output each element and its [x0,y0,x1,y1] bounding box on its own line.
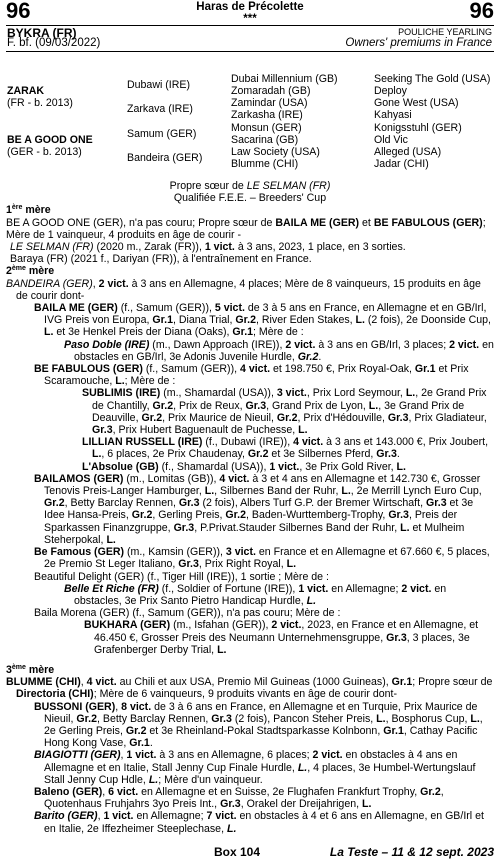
second-dam-produce-baila-morena: Baila Morena (GER) (f., Samum (GER)), n'a pas couru; Mère de : [34,607,341,620]
third-dam-produce-biagiotti: BIAGIOTTI (GER), 1 vict. à 3 ans en Allemagne, 6 places; 2 vict. en obstacles à 4 ans en Allemagne et en Italie, Stall Jenny Cup Finale Hurdle, L., 4 places, 3e Humbel-Wertungslauf Stall Jenny Cup Hdle, L.; Mère d'un vainqueur. [34,749,476,786]
lot-number-left: 96 [6,0,31,23]
second-dam-produce-baila-me: BAILA ME (GER) (f., Samum (GER)), 5 vict. de 3 à 5 ans en France, en Allemagne et en GB/Irl, IVG Preis von Europa, Gr.1, Diana Trial, Gr.2, River Eden Stakes, L. (2 fois), 2e Doonside Cup, L. et 3e Henkel Preis der Diana (Oaks), Gr.1; Mère de : [34,302,491,339]
ped-g3-7: Law Society (USA) [231,146,320,158]
second-dam-text: BANDEIRA (GER), 2 vict. à 3 ans en Allemagne, 4 places; Mère de 8 vainqueurs, 15 produits en âge de courir dont- [6,277,481,302]
dam-info: (GER - b. 2013) [7,146,82,158]
ped-g2-3: Samum (GER) [127,128,197,140]
catalogue-body [6,180,494,835]
ped-g3-3: Zamindar (USA) [231,97,308,109]
ped-g3-4: Zarkasha (IRE) [231,109,303,121]
header-rule [6,25,494,26]
ped-g4-2: Deploy [374,85,407,97]
intro-line-2: Qualifiée F.E.E. – Breeders' Cup [173,192,327,205]
produce-bukhara: BUKHARA (GER) (m., Isfahan (GER)), 2 vict., 2023, en France et en Allemagne, et 46.450 €, Grosser Preis des Neumann Unternehmensgruppe, Gr.3, 3 places, 3e Grafenberger Derby Trial, L. [84,619,479,656]
footer-box: Box 104 [214,845,261,859]
second-dam-produce-beautiful-delight: Beautiful Delight (GER) (f., Tiger Hill (IRE)), 1 sortie ; Mère de : [34,570,329,583]
section-second-dam: 2ème mère [6,265,55,278]
ped-g4-7: Alleged (USA) [374,146,442,158]
ped-g4-1: Seeking The Gold (USA) [374,73,491,85]
footer-sale: La Teste – 11 & 12 sept. 2023 [329,845,494,859]
sire-info: (FR - b. 2013) [7,97,73,109]
lot-number-right: 96 [469,0,494,23]
ped-g2-1: Dubawi (IRE) [127,79,190,91]
produce-belle-et-riche: Belle Et Riche (FR) (f., Soldier of Fortune (IRE)), 1 vict. en Allemagne; 2 vict. en obstacles, 3e Prix Santo Pietro Handicap Hurdle, L. [64,582,447,607]
ped-g4-5: Konigsstuhl (GER) [374,122,462,134]
pedigree-rule [6,51,494,52]
owners-premium-note: Owners' premiums in France [345,37,492,49]
ped-g2-2: Zarkava (IRE) [127,103,193,115]
horse-sex-dob: F. bf. (09/03/2022) [7,37,101,49]
second-dam-produce-be-famous: Be Famous (GER) (m., Kamsin (GER)), 3 vict. en France et en Allemagne et 67.660 €, 5 places, 2e Premio St Leger Italiano, Gr.3, Prix Right Royal, L. [34,546,490,571]
second-dam-produce-bailamos: BAILAMOS (GER) (m., Lomitas (GB)), 4 vict. à 3 et 4 ans en Allemagne et 142.730 €, Grosser Tenovis Preis-Langer Hamburger, L., Silbernes Band der Ruhr, L., 2e Merrill Lynch Euro Cup, Gr.2, Betty Barclay Rennen, Gr.3 (2 fois), Albers Turf G.P. der Bremer Wirtschaft, Gr.3 et 3e Idee Hansa-Preis, Gr.2, Gerling Preis, Gr.2, Baden-Wurttemberg-Trophy, Gr.3, Preis der Sparkassen Finanzgruppe, Gr.3, P.Privat.Stauder Silbernes Band der Ruhr, L. et Mulheim Steherpokal, L. [34,472,482,546]
section-first-dam: 1ère mère [6,204,51,217]
second-dam-produce-be-fabulous: BE FABULOUS (GER) (f., Samum (GER)), 4 vict. et 198.750 €, Prix Royal-Oak, Gr.1 et Prix Scaramouche, L.; Mère de : [34,363,469,388]
ped-g4-3: Gone West (USA) [374,97,459,109]
produce-labsolue: L'Absolue (GB) (f., Shamardal (USA)), 1 vict., 3e Prix Gold River, L. [82,460,406,473]
ped-g4-8: Jadar (CHI) [374,158,429,170]
first-dam-text: BE A GOOD ONE (GER), n'a pas couru; Propre sœur de BAILA ME (GER) et BE FABULOUS (GER); Mère de 1 vainqueur, 4 produits en âge de courir - [6,216,486,241]
section-third-dam: 3ème mère [6,663,55,676]
horse-category: POULICHE YEARLING [398,27,492,37]
first-dam-produce-1: LE SELMAN (FR) (2020 m., Zarak (FR)), 1 vict. à 3 ans, 2023, 1 place, en 3 sorties. [10,241,406,254]
ped-g3-8: Blumme (CHI) [231,158,299,170]
third-dam-produce-baleno: Baleno (GER), 6 vict. en Allemagne et en Suisse, 2e Flughafen Frankfurt Trophy, Gr.2, Quotenhaus Fruhjahrs 3yo Preis Int., Gr.3, Orakel der Dreijahrigen, L. [34,785,444,811]
dam-name: BE A GOOD ONE [7,134,93,146]
ped-g3-6: Sacarina (GB) [231,134,299,146]
produce-paso-doble: Paso Doble (IRE) (m., Dawn Approach (IRE)), 2 vict. à 3 ans en GB/Irl, 3 places; 2 vict. en obstacles en GB/Irl, 3e Adonis Juvenile Hurdle, Gr.2. [64,338,494,363]
consignor-stars: *** [243,13,257,25]
intro-line-1: Propre sœur de LE SELMAN (FR) [169,180,331,192]
third-dam-produce-bussoni: BUSSONI (GER), 8 vict. de 3 à 6 ans en France, en Allemagne et en Turquie, Prix Maurice de Nieuil, Gr.2, Betty Barclay Rennen, Gr.3 (2 fois), Pancon Steher Preis, L., Bosphorus Cup, L., 2e Gerling Preis, Gr.2 et 3e Rheinland-Pokal Stadtsparkasse Kolnbonn, Gr.1, Cathay Pacific Hong Kong Vase, Gr.1. [34,700,483,750]
ped-g4-6: Old Vic [374,134,408,146]
third-dam-text: BLUMME (CHI), 4 vict. au Chili et aux USA, Premio Mil Guineas (1000 Guineas), Gr.1; Propre sœur de Directoria (CHI); Mère de 6 vainqueurs, 9 produits vivants en âge de courir dont- [6,676,493,701]
ped-g3-5: Monsun (GER) [231,122,302,134]
produce-sublimis: SUBLIMIS (IRE) (m., Shamardal (USA)), 3 vict., Prix Lord Seymour, L., 2e Grand Prix de Chantilly, Gr.2, Prix de Reux, Gr.3, Grand Prix de Lyon, L., 3e Grand Prix de Deauville, Gr.2, Prix Maurice de Nieuil, Gr.2, Prix d'Hédouville, Gr.3, Prix Gladiateur, Gr.3, Prix Hubert Baguenault de Puchesse, L. [82,387,487,437]
ped-g3-1: Dubai Millennium (GB) [231,73,338,85]
third-dam-produce-barito: Barito (GER), 1 vict. en Allemagne; 7 vict. en obstacles à 4 et 6 ans en Allemagne, en GB/Irl et en Italie, 2e Iffezheimer Steeplechase, L. [34,810,484,835]
ped-g4-4: Kahyasi [374,109,412,121]
ped-g3-2: Zomaradah (GB) [231,85,311,97]
produce-lillian-russell: LILLIAN RUSSELL (IRE) (f., Dubawi (IRE)), 4 vict. à 3 ans et 143.000 €, Prix Joubert, L., 6 places, 2e Prix Chaudenay, Gr.2 et 3e Silbernes Pferd, Gr.3. [82,436,489,461]
ped-g2-4: Bandeira (GER) [127,152,203,164]
sire-name: ZARAK [7,85,45,97]
consignor-header [0,1,500,25]
horse-name: BYKRA (FR) [7,26,77,40]
consignor-name: Haras de Précolette [196,1,304,13]
first-dam-produce-2: Baraya (FR) (2021 f., Dariyan (FR)), à l'entraînement en France. [10,253,312,266]
